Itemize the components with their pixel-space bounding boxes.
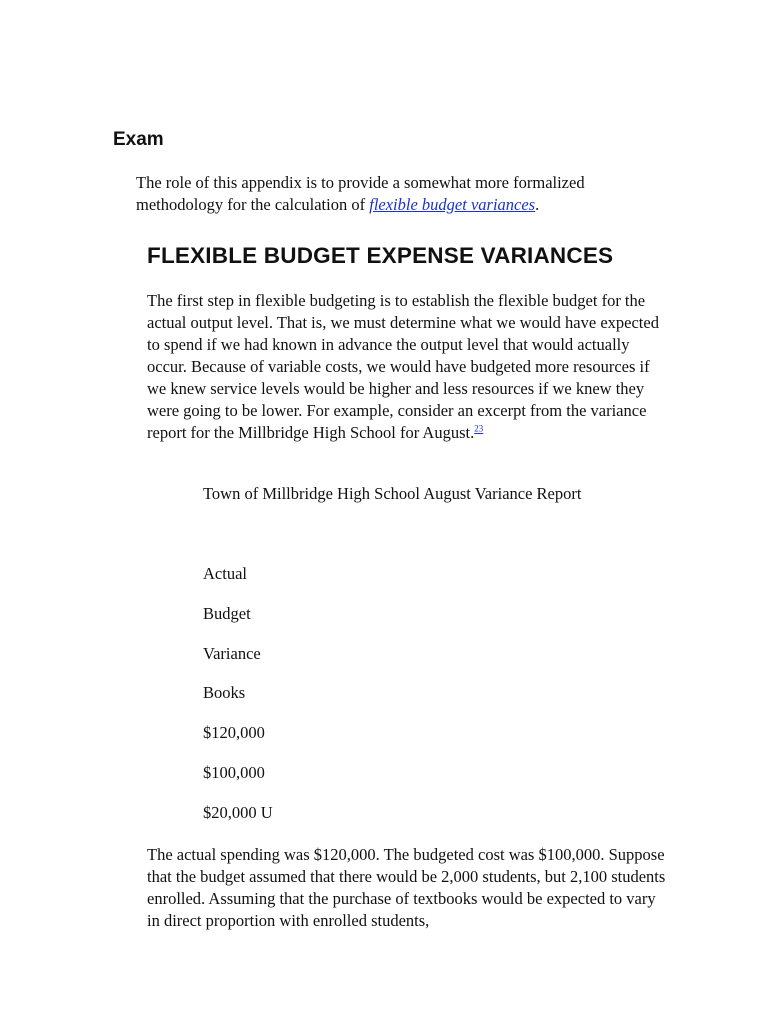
report-value-actual: $120,000: [203, 723, 265, 742]
report-header-budget: Budget: [203, 604, 251, 623]
flexible-budget-variances-link[interactable]: flexible budget variances: [369, 195, 536, 214]
paragraph-1-text: The first step in flexible budgeting is to establish the flexible budget for the actual output level. That is, we must determine what we would have expected to spend if we had known in advance the output level that would actually occur. Because of variable costs, we would have budgeted more resources if we knew service levels would be higher and less resources if we knew they were going to be lower. For example, consider an excerpt from the variance report for the Millbridge High School for August.: [147, 291, 659, 442]
report-value-budget: $100,000: [203, 763, 265, 782]
report-value-variance: $20,000 U: [203, 803, 273, 822]
intro-paragraph: [136, 172, 656, 216]
report-title: Town of Millbridge High School August Variance Report: [203, 484, 582, 503]
body-paragraph-2: The actual spending was $120,000. The budgeted cost was $100,000. Suppose that the budget assumed that there would be 2,000 students, but 2,100 students enrolled. Assuming that the purchase of textbooks would be expected to vary in direct proportion with enrolled students,: [147, 845, 666, 930]
report-header-variance: Variance: [203, 644, 261, 663]
footnote-link[interactable]: 23: [474, 423, 484, 434]
section-heading: FLEXIBLE BUDGET EXPENSE VARIANCES: [147, 243, 614, 268]
intro-text-end: .: [535, 195, 540, 214]
report-row-label-books: Books: [203, 683, 246, 702]
intro-text: The role of this appendix is to provide a somewhat more formalized methodology for the calculation of: [136, 173, 585, 214]
body-paragraph-1: [147, 290, 667, 444]
page-title: Exam: [113, 129, 164, 150]
report-header-actual: Actual: [203, 564, 247, 583]
